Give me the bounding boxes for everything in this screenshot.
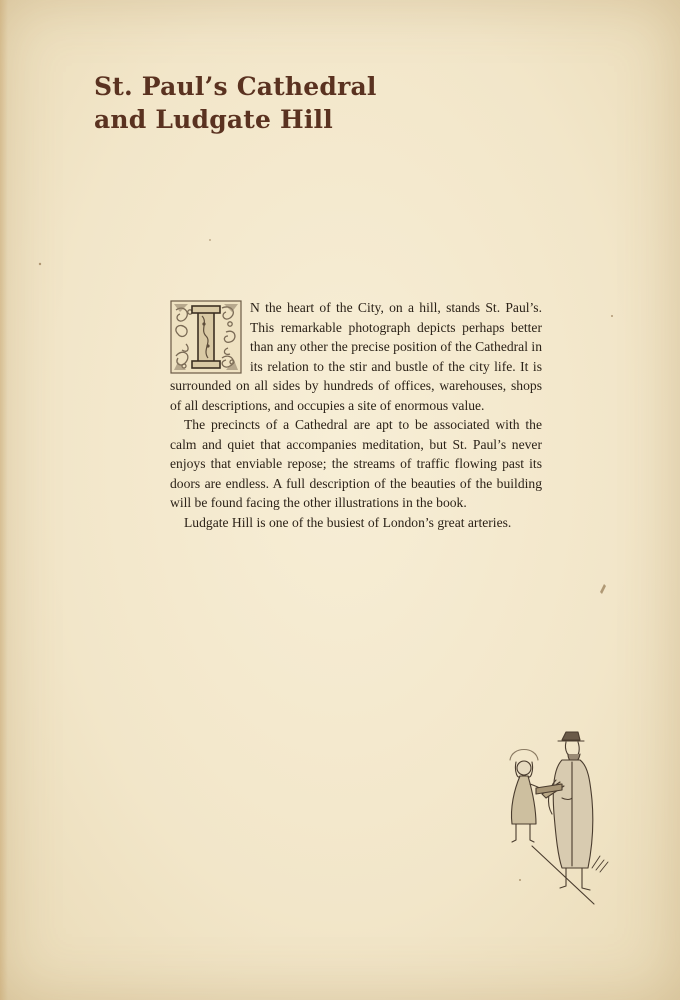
page-title <box>94 70 377 136</box>
paragraph-1: N the heart of the City, on a hill, stands St. Paul’s. This remarkable photograph depicts perhaps better than any other the precise position of the Cathedral in its relation to the stir and bustle of the city life. It is surrounded on all sides by hundreds of offices, warehouses, shops of all descriptions, and occupies a site of enormous value. <box>170 300 542 413</box>
title-line-1: St. Paul’s Cathedral <box>94 72 377 101</box>
decorative-initial <box>170 300 242 374</box>
street-scene-illustration <box>496 728 614 906</box>
body-text <box>170 298 542 532</box>
paragraph-2: The precincts of a Cathedral are apt to be associated with the calm and quiet that accompanies meditation, but St. Paul’s never enjoys that enviable repose; the streams of traffic flowing past its doors are endless. A full description of the beauties of the building will be found facing the other illustrations in the book. <box>170 417 542 510</box>
page-edge <box>0 0 8 1000</box>
ornamental-letter-i-icon <box>170 300 242 374</box>
title-line-2: and Ludgate Hill <box>94 105 333 134</box>
paragraph-3: Ludgate Hill is one of the busiest of London’s great arteries. <box>184 514 512 530</box>
